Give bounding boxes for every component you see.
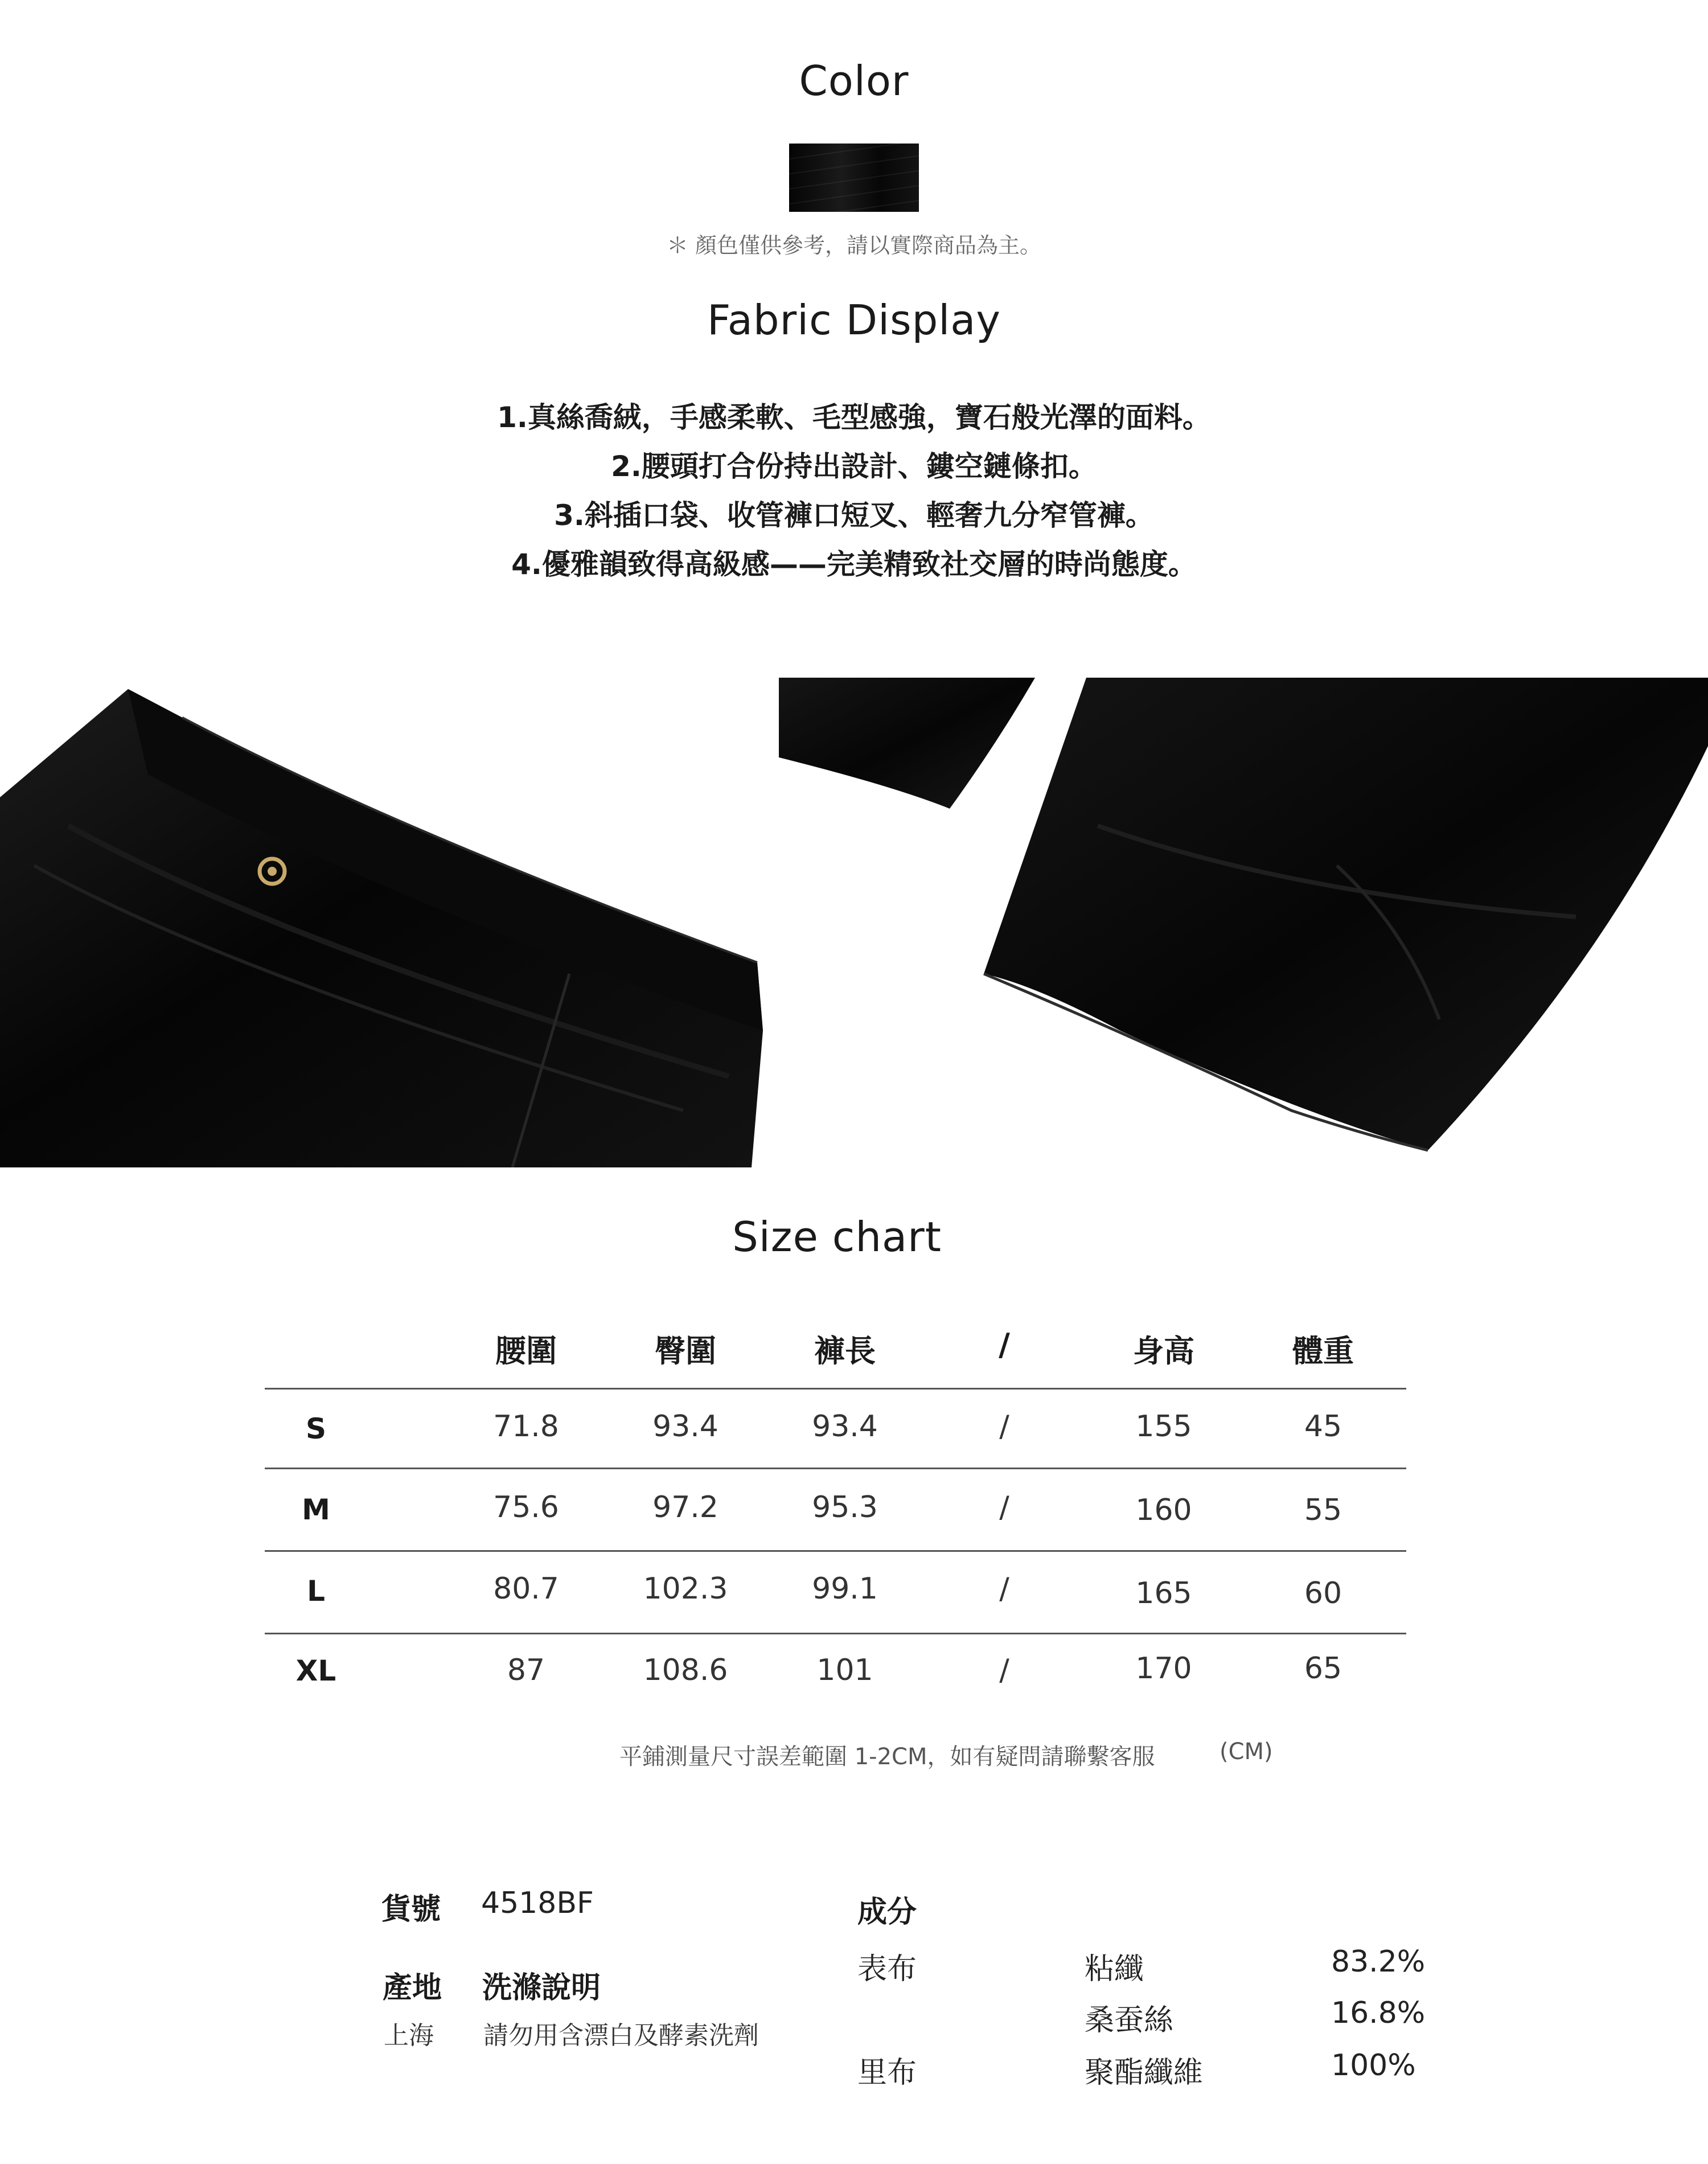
size-header: 褲長	[814, 1333, 876, 1369]
table-divider	[265, 1468, 1406, 1469]
wash-label: 洗滌說明	[482, 1971, 601, 2005]
size-cell: 160	[1135, 1493, 1192, 1527]
size-header: 臀圍	[655, 1333, 716, 1369]
size-cell: 99.1	[812, 1572, 878, 1606]
size-chart-title: Size chart	[732, 1213, 942, 1261]
table-divider	[265, 1550, 1406, 1552]
size-cell: 55	[1304, 1493, 1342, 1527]
item-no-value: 4518BF	[481, 1886, 594, 1920]
lining-label: 里布	[857, 2056, 917, 2090]
item-no-label: 貨號	[381, 1892, 441, 1927]
size-cell: 93.4	[812, 1409, 878, 1444]
origin-value: 上海	[384, 2021, 434, 2050]
size-cell: 95.3	[812, 1490, 878, 1524]
table-divider	[265, 1633, 1406, 1634]
size-cell: 45	[1304, 1409, 1342, 1444]
size-cell: 155	[1135, 1409, 1192, 1444]
size-cell: 71.8	[493, 1409, 559, 1444]
color-note: ＊ 顏色僅供參考，請以實際商品為主。	[666, 233, 1042, 258]
size-cell: 65	[1304, 1651, 1342, 1686]
outer-fabric-label: 表布	[857, 1952, 917, 1986]
measurement-note: 平鋪測量尺寸誤差範圍 1-2CM，如有疑問請聯繫客服	[619, 1744, 1155, 1770]
size-cell: /	[999, 1409, 1009, 1444]
size-label: M	[302, 1493, 330, 1526]
unit-label: (CM)	[1220, 1739, 1273, 1765]
material-percent: 100%	[1331, 2048, 1416, 2083]
size-label: XL	[295, 1654, 336, 1687]
origin-label: 產地	[383, 1971, 442, 2005]
feature-item: 2.腰頭打合份持出設計、鏤空鏈條扣。	[611, 450, 1097, 483]
feature-list	[0, 393, 1708, 589]
size-cell: 87	[507, 1653, 545, 1687]
wash-value: 請勿用含漂白及酵素洗劑	[483, 2021, 759, 2050]
material-name: 聚酯纖維	[1085, 2056, 1204, 2090]
size-cell: 102.3	[643, 1572, 728, 1606]
waistband-photo	[0, 678, 777, 1167]
size-cell: 60	[1304, 1576, 1342, 1610]
material-percent: 16.8%	[1331, 1996, 1426, 2030]
composition-label: 成分	[857, 1895, 917, 1929]
color-title: Color	[799, 57, 909, 105]
size-cell: 101	[816, 1653, 873, 1687]
size-header: /	[999, 1327, 1010, 1363]
hem-photo	[779, 678, 1708, 1167]
fabric-title: Fabric Display	[707, 296, 1001, 344]
feature-item: 3.斜插口袋、收管褲口短叉、輕奢九分窄管褲。	[554, 499, 1154, 532]
size-cell: /	[999, 1653, 1009, 1687]
size-cell: 93.4	[652, 1409, 718, 1444]
material-name: 桑蚕絲	[1085, 2003, 1174, 2038]
material-name: 粘纖	[1085, 1952, 1144, 1986]
size-cell: 108.6	[643, 1653, 728, 1687]
size-cell: 97.2	[652, 1490, 718, 1524]
material-percent: 83.2%	[1331, 1945, 1426, 1979]
size-header: 身高	[1133, 1333, 1194, 1369]
size-label: S	[305, 1412, 326, 1445]
size-cell: 170	[1135, 1651, 1192, 1686]
size-cell: /	[999, 1490, 1009, 1524]
size-label: L	[307, 1575, 325, 1608]
size-cell: /	[999, 1572, 1009, 1606]
feature-item: 4.優雅韻致得高級感——完美精致社交層的時尚態度。	[511, 548, 1197, 581]
size-cell: 75.6	[493, 1490, 559, 1524]
feature-item: 1.真絲喬絨，手感柔軟、毛型感強，寶石般光澤的面料。	[497, 401, 1211, 434]
size-cell: 80.7	[493, 1572, 559, 1606]
size-cell: 165	[1135, 1576, 1192, 1610]
size-header: 腰圍	[495, 1333, 557, 1369]
color-swatch[interactable]	[789, 144, 919, 212]
size-header: 體重	[1292, 1333, 1354, 1369]
table-divider	[265, 1388, 1406, 1390]
